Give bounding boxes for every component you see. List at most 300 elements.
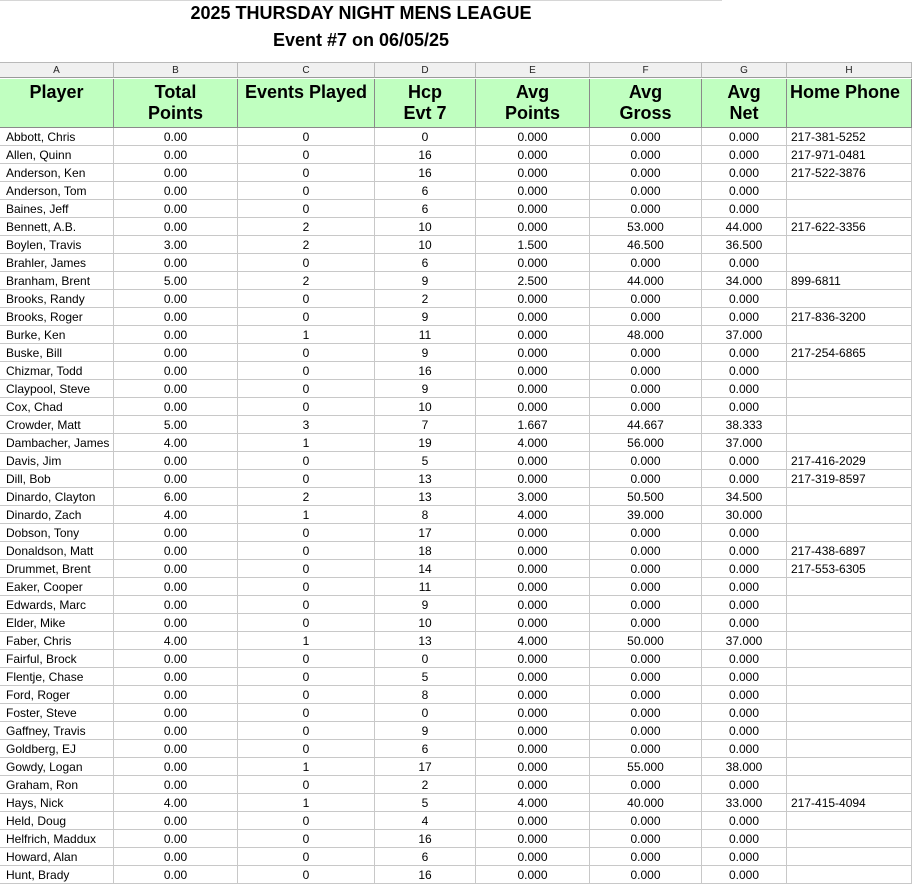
cell-home-phone[interactable] <box>787 416 912 434</box>
cell-avg-gross[interactable]: 40.000 <box>590 794 702 812</box>
column-letter-h[interactable]: H <box>787 62 912 78</box>
cell-home-phone[interactable] <box>787 812 912 830</box>
column-letter-e[interactable]: E <box>476 62 590 78</box>
cell-events-played[interactable]: 3 <box>238 416 375 434</box>
cell-events-played[interactable]: 0 <box>238 344 375 362</box>
cell-total-points[interactable]: 0.00 <box>114 758 238 776</box>
cell-home-phone[interactable] <box>787 650 912 668</box>
cell-avg-gross[interactable]: 0.000 <box>590 362 702 380</box>
cell-total-points[interactable]: 4.00 <box>114 632 238 650</box>
cell-avg-points[interactable]: 0.000 <box>476 182 590 200</box>
cell-hcp-evt-7[interactable]: 4 <box>375 812 476 830</box>
cell-avg-gross[interactable]: 0.000 <box>590 290 702 308</box>
cell-avg-net[interactable]: 37.000 <box>702 326 787 344</box>
cell-events-played[interactable]: 0 <box>238 128 375 146</box>
cell-hcp-evt-7[interactable]: 9 <box>375 722 476 740</box>
column-letter-d[interactable]: D <box>375 62 476 78</box>
cell-total-points[interactable]: 0.00 <box>114 776 238 794</box>
cell-avg-net[interactable]: 0.000 <box>702 866 787 884</box>
cell-hcp-evt-7[interactable]: 10 <box>375 398 476 416</box>
cell-events-played[interactable]: 0 <box>238 848 375 866</box>
cell-avg-net[interactable]: 0.000 <box>702 614 787 632</box>
cell-events-played[interactable]: 0 <box>238 704 375 722</box>
cell-player[interactable]: Anderson, Tom <box>0 182 114 200</box>
cell-total-points[interactable]: 4.00 <box>114 794 238 812</box>
cell-avg-net[interactable]: 0.000 <box>702 200 787 218</box>
cell-avg-net[interactable]: 0.000 <box>702 344 787 362</box>
cell-player[interactable]: Hays, Nick <box>0 794 114 812</box>
cell-events-played[interactable]: 0 <box>238 254 375 272</box>
cell-total-points[interactable]: 0.00 <box>114 290 238 308</box>
cell-player[interactable]: Boylen, Travis <box>0 236 114 254</box>
cell-hcp-evt-7[interactable]: 8 <box>375 686 476 704</box>
cell-avg-gross[interactable]: 0.000 <box>590 182 702 200</box>
cell-hcp-evt-7[interactable]: 11 <box>375 326 476 344</box>
cell-player[interactable]: Gaffney, Travis <box>0 722 114 740</box>
cell-avg-gross[interactable]: 0.000 <box>590 578 702 596</box>
cell-hcp-evt-7[interactable]: 16 <box>375 164 476 182</box>
cell-home-phone[interactable] <box>787 362 912 380</box>
cell-avg-gross[interactable]: 0.000 <box>590 524 702 542</box>
cell-events-played[interactable]: 0 <box>238 146 375 164</box>
cell-events-played[interactable]: 0 <box>238 452 375 470</box>
cell-events-played[interactable]: 2 <box>238 488 375 506</box>
cell-events-played[interactable]: 1 <box>238 632 375 650</box>
cell-avg-net[interactable]: 0.000 <box>702 848 787 866</box>
cell-avg-net[interactable]: 0.000 <box>702 704 787 722</box>
cell-total-points[interactable]: 0.00 <box>114 704 238 722</box>
cell-avg-gross[interactable]: 0.000 <box>590 776 702 794</box>
cell-avg-gross[interactable]: 0.000 <box>590 848 702 866</box>
cell-home-phone[interactable]: 217-415-4094 <box>787 794 912 812</box>
cell-total-points[interactable]: 4.00 <box>114 434 238 452</box>
cell-avg-gross[interactable]: 0.000 <box>590 128 702 146</box>
cell-total-points[interactable]: 0.00 <box>114 362 238 380</box>
cell-total-points[interactable]: 3.00 <box>114 236 238 254</box>
cell-avg-points[interactable]: 0.000 <box>476 722 590 740</box>
column-letter-f[interactable]: F <box>590 62 702 78</box>
cell-avg-points[interactable]: 0.000 <box>476 830 590 848</box>
cell-home-phone[interactable]: 217-553-6305 <box>787 560 912 578</box>
cell-home-phone[interactable] <box>787 614 912 632</box>
cell-avg-points[interactable]: 0.000 <box>476 758 590 776</box>
cell-avg-net[interactable]: 37.000 <box>702 632 787 650</box>
cell-home-phone[interactable] <box>787 434 912 452</box>
cell-events-played[interactable]: 0 <box>238 362 375 380</box>
cell-events-played[interactable]: 2 <box>238 218 375 236</box>
cell-hcp-evt-7[interactable]: 16 <box>375 146 476 164</box>
cell-home-phone[interactable] <box>787 830 912 848</box>
cell-hcp-evt-7[interactable]: 13 <box>375 632 476 650</box>
cell-avg-points[interactable]: 0.000 <box>476 128 590 146</box>
cell-events-played[interactable]: 0 <box>238 686 375 704</box>
header-home-phone[interactable] <box>787 79 912 128</box>
cell-avg-net[interactable]: 0.000 <box>702 740 787 758</box>
cell-player[interactable]: Bennett, A.B. <box>0 218 114 236</box>
cell-player[interactable]: Branham, Brent <box>0 272 114 290</box>
cell-avg-gross[interactable]: 0.000 <box>590 560 702 578</box>
cell-home-phone[interactable] <box>787 254 912 272</box>
cell-player[interactable]: Howard, Alan <box>0 848 114 866</box>
cell-avg-points[interactable]: 3.000 <box>476 488 590 506</box>
cell-player[interactable]: Dinardo, Zach <box>0 506 114 524</box>
cell-avg-gross[interactable]: 44.667 <box>590 416 702 434</box>
cell-events-played[interactable]: 0 <box>238 650 375 668</box>
cell-total-points[interactable]: 0.00 <box>114 722 238 740</box>
cell-avg-net[interactable]: 33.000 <box>702 794 787 812</box>
cell-hcp-evt-7[interactable]: 17 <box>375 758 476 776</box>
cell-home-phone[interactable] <box>787 776 912 794</box>
cell-player[interactable]: Elder, Mike <box>0 614 114 632</box>
header-total-points[interactable] <box>114 79 238 128</box>
cell-avg-gross[interactable]: 0.000 <box>590 452 702 470</box>
cell-player[interactable]: Dambacher, James <box>0 434 114 452</box>
cell-total-points[interactable]: 0.00 <box>114 542 238 560</box>
cell-avg-gross[interactable]: 0.000 <box>590 254 702 272</box>
cell-hcp-evt-7[interactable]: 10 <box>375 218 476 236</box>
cell-avg-net[interactable]: 0.000 <box>702 470 787 488</box>
cell-home-phone[interactable] <box>787 722 912 740</box>
cell-avg-points[interactable]: 0.000 <box>476 254 590 272</box>
cell-player[interactable]: Anderson, Ken <box>0 164 114 182</box>
cell-home-phone[interactable] <box>787 848 912 866</box>
cell-total-points[interactable]: 0.00 <box>114 668 238 686</box>
cell-avg-points[interactable]: 0.000 <box>476 614 590 632</box>
cell-home-phone[interactable]: 217-381-5252 <box>787 128 912 146</box>
cell-home-phone[interactable]: 217-254-6865 <box>787 344 912 362</box>
cell-player[interactable]: Edwards, Marc <box>0 596 114 614</box>
cell-home-phone[interactable] <box>787 326 912 344</box>
cell-avg-points[interactable]: 1.500 <box>476 236 590 254</box>
cell-avg-points[interactable]: 0.000 <box>476 650 590 668</box>
cell-avg-net[interactable]: 0.000 <box>702 830 787 848</box>
cell-avg-net[interactable]: 0.000 <box>702 380 787 398</box>
cell-avg-gross[interactable]: 0.000 <box>590 704 702 722</box>
cell-avg-points[interactable]: 0.000 <box>476 362 590 380</box>
cell-avg-net[interactable]: 34.000 <box>702 272 787 290</box>
cell-home-phone[interactable] <box>787 290 912 308</box>
cell-player[interactable]: Foster, Steve <box>0 704 114 722</box>
cell-hcp-evt-7[interactable]: 2 <box>375 776 476 794</box>
cell-player[interactable]: Ford, Roger <box>0 686 114 704</box>
cell-events-played[interactable]: 0 <box>238 614 375 632</box>
cell-total-points[interactable]: 0.00 <box>114 128 238 146</box>
cell-hcp-evt-7[interactable]: 11 <box>375 578 476 596</box>
cell-home-phone[interactable] <box>787 488 912 506</box>
cell-player[interactable]: Chizmar, Todd <box>0 362 114 380</box>
cell-total-points[interactable]: 0.00 <box>114 452 238 470</box>
cell-total-points[interactable]: 0.00 <box>114 200 238 218</box>
cell-player[interactable]: Buske, Bill <box>0 344 114 362</box>
cell-avg-points[interactable]: 4.000 <box>476 506 590 524</box>
cell-hcp-evt-7[interactable]: 13 <box>375 470 476 488</box>
cell-home-phone[interactable]: 217-836-3200 <box>787 308 912 326</box>
cell-home-phone[interactable] <box>787 632 912 650</box>
cell-hcp-evt-7[interactable]: 16 <box>375 362 476 380</box>
cell-avg-net[interactable]: 44.000 <box>702 218 787 236</box>
cell-total-points[interactable]: 0.00 <box>114 866 238 884</box>
cell-avg-points[interactable]: 0.000 <box>476 200 590 218</box>
cell-events-played[interactable]: 0 <box>238 524 375 542</box>
cell-total-points[interactable]: 0.00 <box>114 308 238 326</box>
cell-home-phone[interactable] <box>787 686 912 704</box>
cell-total-points[interactable]: 0.00 <box>114 740 238 758</box>
cell-avg-gross[interactable]: 50.000 <box>590 632 702 650</box>
cell-player[interactable]: Goldberg, EJ <box>0 740 114 758</box>
cell-player[interactable]: Drummet, Brent <box>0 560 114 578</box>
cell-avg-gross[interactable]: 48.000 <box>590 326 702 344</box>
cell-events-played[interactable]: 0 <box>238 542 375 560</box>
cell-avg-gross[interactable]: 44.000 <box>590 272 702 290</box>
header-avg-net[interactable] <box>702 79 787 128</box>
cell-total-points[interactable]: 0.00 <box>114 380 238 398</box>
cell-hcp-evt-7[interactable]: 7 <box>375 416 476 434</box>
cell-avg-points[interactable]: 0.000 <box>476 686 590 704</box>
cell-hcp-evt-7[interactable]: 8 <box>375 506 476 524</box>
cell-home-phone[interactable]: 899-6811 <box>787 272 912 290</box>
cell-events-played[interactable]: 0 <box>238 398 375 416</box>
cell-events-played[interactable]: 2 <box>238 236 375 254</box>
cell-avg-net[interactable]: 0.000 <box>702 308 787 326</box>
cell-total-points[interactable]: 0.00 <box>114 578 238 596</box>
cell-home-phone[interactable] <box>787 740 912 758</box>
cell-home-phone[interactable] <box>787 506 912 524</box>
cell-avg-gross[interactable]: 0.000 <box>590 614 702 632</box>
cell-avg-net[interactable]: 0.000 <box>702 686 787 704</box>
cell-avg-net[interactable]: 37.000 <box>702 434 787 452</box>
cell-avg-net[interactable]: 0.000 <box>702 596 787 614</box>
header-avg-points[interactable] <box>476 79 590 128</box>
cell-avg-gross[interactable]: 0.000 <box>590 200 702 218</box>
cell-avg-points[interactable]: 0.000 <box>476 290 590 308</box>
cell-events-played[interactable]: 1 <box>238 794 375 812</box>
cell-player[interactable]: Brooks, Roger <box>0 308 114 326</box>
cell-avg-net[interactable]: 0.000 <box>702 650 787 668</box>
cell-avg-net[interactable]: 38.000 <box>702 758 787 776</box>
cell-total-points[interactable]: 0.00 <box>114 812 238 830</box>
cell-player[interactable]: Fairful, Brock <box>0 650 114 668</box>
cell-avg-gross[interactable]: 0.000 <box>590 380 702 398</box>
cell-avg-net[interactable]: 0.000 <box>702 398 787 416</box>
column-letter-b[interactable]: B <box>114 62 238 78</box>
cell-events-played[interactable]: 0 <box>238 866 375 884</box>
cell-events-played[interactable]: 0 <box>238 740 375 758</box>
cell-avg-points[interactable]: 0.000 <box>476 344 590 362</box>
cell-avg-points[interactable]: 0.000 <box>476 560 590 578</box>
cell-avg-net[interactable]: 0.000 <box>702 668 787 686</box>
cell-player[interactable]: Burke, Ken <box>0 326 114 344</box>
cell-avg-net[interactable]: 0.000 <box>702 722 787 740</box>
cell-player[interactable]: Faber, Chris <box>0 632 114 650</box>
cell-player[interactable]: Crowder, Matt <box>0 416 114 434</box>
cell-player[interactable]: Gowdy, Logan <box>0 758 114 776</box>
cell-total-points[interactable]: 0.00 <box>114 146 238 164</box>
cell-avg-gross[interactable]: 0.000 <box>590 308 702 326</box>
cell-events-played[interactable]: 0 <box>238 200 375 218</box>
column-letter-a[interactable]: A <box>0 62 114 78</box>
header-events-played[interactable] <box>238 79 375 128</box>
cell-avg-points[interactable]: 0.000 <box>476 704 590 722</box>
cell-events-played[interactable]: 1 <box>238 326 375 344</box>
header-hcp-evt-7[interactable] <box>375 79 476 128</box>
cell-player[interactable]: Claypool, Steve <box>0 380 114 398</box>
cell-total-points[interactable]: 0.00 <box>114 398 238 416</box>
cell-avg-gross[interactable]: 0.000 <box>590 542 702 560</box>
cell-player[interactable]: Helfrich, Maddux <box>0 830 114 848</box>
column-letter-c[interactable]: C <box>238 62 375 78</box>
cell-hcp-evt-7[interactable]: 6 <box>375 254 476 272</box>
cell-avg-points[interactable]: 0.000 <box>476 398 590 416</box>
cell-player[interactable]: Davis, Jim <box>0 452 114 470</box>
cell-avg-gross[interactable]: 0.000 <box>590 830 702 848</box>
cell-avg-gross[interactable]: 0.000 <box>590 740 702 758</box>
cell-player[interactable]: Hunt, Brady <box>0 866 114 884</box>
cell-avg-points[interactable]: 0.000 <box>476 146 590 164</box>
cell-avg-gross[interactable]: 0.000 <box>590 812 702 830</box>
cell-events-played[interactable]: 0 <box>238 380 375 398</box>
cell-avg-net[interactable]: 36.500 <box>702 236 787 254</box>
cell-events-played[interactable]: 0 <box>238 470 375 488</box>
cell-player[interactable]: Eaker, Cooper <box>0 578 114 596</box>
header-avg-gross[interactable] <box>590 79 702 128</box>
cell-avg-gross[interactable]: 0.000 <box>590 398 702 416</box>
cell-home-phone[interactable] <box>787 578 912 596</box>
cell-events-played[interactable]: 2 <box>238 272 375 290</box>
cell-avg-gross[interactable]: 0.000 <box>590 344 702 362</box>
cell-avg-gross[interactable]: 0.000 <box>590 668 702 686</box>
cell-avg-gross[interactable]: 0.000 <box>590 164 702 182</box>
cell-avg-net[interactable]: 0.000 <box>702 128 787 146</box>
cell-total-points[interactable]: 0.00 <box>114 470 238 488</box>
cell-total-points[interactable]: 0.00 <box>114 254 238 272</box>
cell-home-phone[interactable]: 217-522-3876 <box>787 164 912 182</box>
cell-hcp-evt-7[interactable]: 0 <box>375 650 476 668</box>
cell-events-played[interactable]: 1 <box>238 506 375 524</box>
cell-hcp-evt-7[interactable]: 0 <box>375 128 476 146</box>
cell-avg-points[interactable]: 0.000 <box>476 866 590 884</box>
cell-player[interactable]: Abbott, Chris <box>0 128 114 146</box>
cell-events-played[interactable]: 0 <box>238 830 375 848</box>
cell-hcp-evt-7[interactable]: 17 <box>375 524 476 542</box>
cell-hcp-evt-7[interactable]: 14 <box>375 560 476 578</box>
cell-avg-gross[interactable]: 46.500 <box>590 236 702 254</box>
cell-avg-gross[interactable]: 0.000 <box>590 722 702 740</box>
cell-hcp-evt-7[interactable]: 0 <box>375 704 476 722</box>
cell-avg-gross[interactable]: 56.000 <box>590 434 702 452</box>
cell-hcp-evt-7[interactable]: 6 <box>375 200 476 218</box>
cell-total-points[interactable]: 0.00 <box>114 614 238 632</box>
cell-avg-net[interactable]: 30.000 <box>702 506 787 524</box>
cell-avg-points[interactable]: 0.000 <box>476 218 590 236</box>
cell-events-played[interactable]: 1 <box>238 758 375 776</box>
cell-avg-gross[interactable]: 0.000 <box>590 866 702 884</box>
cell-avg-points[interactable]: 4.000 <box>476 434 590 452</box>
cell-avg-gross[interactable]: 0.000 <box>590 650 702 668</box>
cell-avg-gross[interactable]: 0.000 <box>590 470 702 488</box>
cell-avg-gross[interactable]: 53.000 <box>590 218 702 236</box>
cell-total-points[interactable]: 0.00 <box>114 560 238 578</box>
cell-hcp-evt-7[interactable]: 9 <box>375 344 476 362</box>
cell-hcp-evt-7[interactable]: 5 <box>375 452 476 470</box>
cell-home-phone[interactable]: 217-438-6897 <box>787 542 912 560</box>
cell-avg-net[interactable]: 0.000 <box>702 146 787 164</box>
cell-avg-points[interactable]: 0.000 <box>476 848 590 866</box>
cell-player[interactable]: Dobson, Tony <box>0 524 114 542</box>
cell-events-played[interactable]: 0 <box>238 668 375 686</box>
cell-hcp-evt-7[interactable]: 5 <box>375 794 476 812</box>
cell-player[interactable]: Graham, Ron <box>0 776 114 794</box>
cell-avg-points[interactable]: 0.000 <box>476 776 590 794</box>
cell-avg-net[interactable]: 38.333 <box>702 416 787 434</box>
cell-events-played[interactable]: 0 <box>238 308 375 326</box>
cell-avg-points[interactable]: 0.000 <box>476 740 590 758</box>
column-letter-g[interactable]: G <box>702 62 787 78</box>
cell-avg-gross[interactable]: 0.000 <box>590 146 702 164</box>
cell-events-played[interactable]: 0 <box>238 776 375 794</box>
cell-avg-net[interactable]: 34.500 <box>702 488 787 506</box>
cell-hcp-evt-7[interactable]: 5 <box>375 668 476 686</box>
cell-player[interactable]: Dinardo, Clayton <box>0 488 114 506</box>
cell-home-phone[interactable]: 217-622-3356 <box>787 218 912 236</box>
cell-total-points[interactable]: 0.00 <box>114 686 238 704</box>
cell-avg-points[interactable]: 1.667 <box>476 416 590 434</box>
cell-player[interactable]: Donaldson, Matt <box>0 542 114 560</box>
cell-player[interactable]: Brahler, James <box>0 254 114 272</box>
cell-events-played[interactable]: 0 <box>238 578 375 596</box>
cell-home-phone[interactable] <box>787 236 912 254</box>
cell-total-points[interactable]: 0.00 <box>114 596 238 614</box>
cell-total-points[interactable]: 0.00 <box>114 164 238 182</box>
cell-hcp-evt-7[interactable]: 2 <box>375 290 476 308</box>
cell-hcp-evt-7[interactable]: 6 <box>375 740 476 758</box>
cell-avg-gross[interactable]: 0.000 <box>590 686 702 704</box>
cell-avg-gross[interactable]: 39.000 <box>590 506 702 524</box>
cell-hcp-evt-7[interactable]: 16 <box>375 830 476 848</box>
cell-total-points[interactable]: 0.00 <box>114 344 238 362</box>
cell-home-phone[interactable] <box>787 182 912 200</box>
cell-total-points[interactable]: 0.00 <box>114 848 238 866</box>
cell-avg-points[interactable]: 2.500 <box>476 272 590 290</box>
cell-home-phone[interactable] <box>787 380 912 398</box>
cell-hcp-evt-7[interactable]: 13 <box>375 488 476 506</box>
cell-total-points[interactable]: 0.00 <box>114 326 238 344</box>
cell-total-points[interactable]: 5.00 <box>114 272 238 290</box>
cell-avg-net[interactable]: 0.000 <box>702 578 787 596</box>
cell-avg-net[interactable]: 0.000 <box>702 560 787 578</box>
cell-events-played[interactable]: 1 <box>238 434 375 452</box>
cell-avg-net[interactable]: 0.000 <box>702 362 787 380</box>
cell-player[interactable]: Held, Doug <box>0 812 114 830</box>
cell-hcp-evt-7[interactable]: 10 <box>375 236 476 254</box>
cell-player[interactable]: Allen, Quinn <box>0 146 114 164</box>
cell-home-phone[interactable] <box>787 524 912 542</box>
cell-avg-points[interactable]: 0.000 <box>476 524 590 542</box>
cell-events-played[interactable]: 0 <box>238 182 375 200</box>
cell-total-points[interactable]: 0.00 <box>114 650 238 668</box>
cell-avg-net[interactable]: 0.000 <box>702 776 787 794</box>
cell-avg-points[interactable]: 0.000 <box>476 542 590 560</box>
header-player[interactable] <box>0 79 114 128</box>
cell-avg-points[interactable]: 0.000 <box>476 380 590 398</box>
cell-avg-points[interactable]: 4.000 <box>476 632 590 650</box>
cell-avg-points[interactable]: 0.000 <box>476 578 590 596</box>
cell-hcp-evt-7[interactable]: 6 <box>375 848 476 866</box>
cell-events-played[interactable]: 0 <box>238 560 375 578</box>
cell-avg-gross[interactable]: 55.000 <box>590 758 702 776</box>
cell-avg-gross[interactable]: 0.000 <box>590 596 702 614</box>
cell-home-phone[interactable] <box>787 596 912 614</box>
cell-avg-net[interactable]: 0.000 <box>702 164 787 182</box>
